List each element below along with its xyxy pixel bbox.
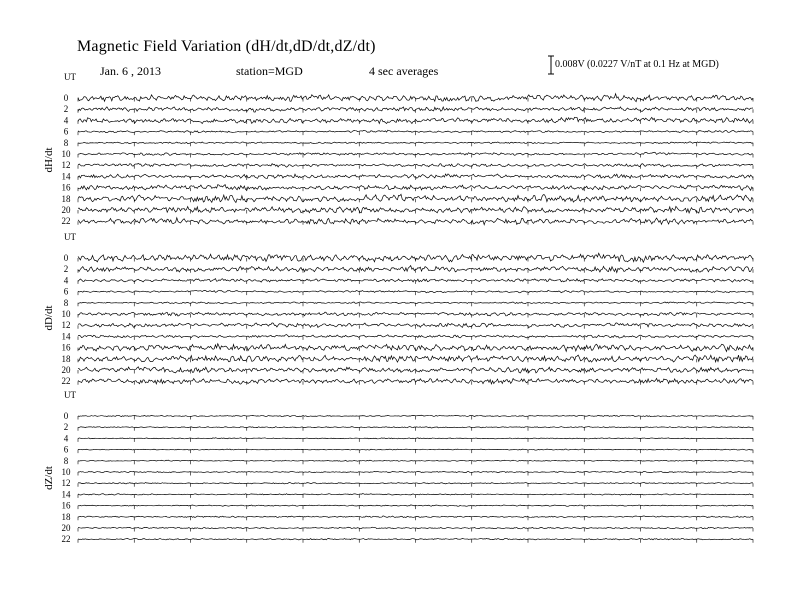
scale-label: 0.008V (0.0227 V/nT at 0.1 Hz at MGD) — [555, 59, 719, 70]
row-label: 0 — [63, 93, 69, 103]
row-label: 18 — [61, 193, 71, 204]
row-label: 4 — [63, 275, 69, 286]
date-label: Jan. 6 , 2013 — [100, 64, 161, 78]
trace-line — [78, 344, 753, 352]
y-axis-label: dD/dt — [43, 305, 55, 331]
row-label: 8 — [63, 137, 69, 148]
row-label: 14 — [61, 331, 71, 342]
trace-line — [78, 302, 753, 304]
row-label: 16 — [61, 342, 71, 353]
row-label: 8 — [63, 455, 69, 466]
row-label: 6 — [63, 126, 69, 137]
row-label: 16 — [61, 182, 71, 193]
row-label: 20 — [61, 205, 71, 215]
row-label: 10 — [61, 309, 71, 319]
row-label: 6 — [63, 286, 69, 297]
row-label: 2 — [63, 422, 69, 433]
panel-dH-dt — [43, 72, 753, 226]
row-label: 18 — [61, 511, 71, 522]
ut-label: UT — [64, 232, 76, 242]
row-label: 8 — [63, 297, 69, 308]
panel-dD-dt — [43, 232, 753, 386]
row-label: 12 — [61, 320, 71, 331]
row-label: 18 — [61, 353, 71, 364]
row-label: 22 — [61, 376, 71, 387]
row-label: 10 — [61, 149, 71, 159]
y-axis-label: dZ/dt — [43, 466, 55, 490]
row-label: 22 — [61, 534, 71, 545]
row-label: 0 — [63, 253, 69, 263]
row-label: 4 — [63, 433, 69, 444]
row-label: 12 — [61, 478, 71, 489]
row-label: 12 — [61, 160, 71, 171]
chart-title: Magnetic Field Variation (dH/dt,dD/dt,dZ/dt) — [77, 38, 376, 55]
trace-line — [78, 142, 753, 144]
row-label: 20 — [61, 365, 71, 375]
panel-dZ-dt — [43, 390, 753, 544]
row-label: 16 — [61, 500, 71, 511]
row-label: 22 — [61, 216, 71, 227]
ut-label: UT — [64, 72, 76, 82]
row-label: 0 — [63, 411, 69, 421]
row-label: 6 — [63, 444, 69, 455]
row-label: 10 — [61, 467, 71, 477]
row-label: 14 — [61, 171, 71, 182]
trace-line — [78, 460, 753, 461]
ut-label: UT — [64, 390, 76, 400]
row-label: 4 — [63, 115, 69, 126]
averaging-label: 4 sec averages — [369, 64, 439, 78]
row-label: 2 — [63, 264, 69, 275]
row-label: 20 — [61, 523, 71, 533]
y-axis-label: dH/dt — [43, 147, 55, 173]
row-label: 2 — [63, 104, 69, 115]
station-label: station=MGD — [236, 64, 303, 78]
row-label: 14 — [61, 489, 71, 500]
